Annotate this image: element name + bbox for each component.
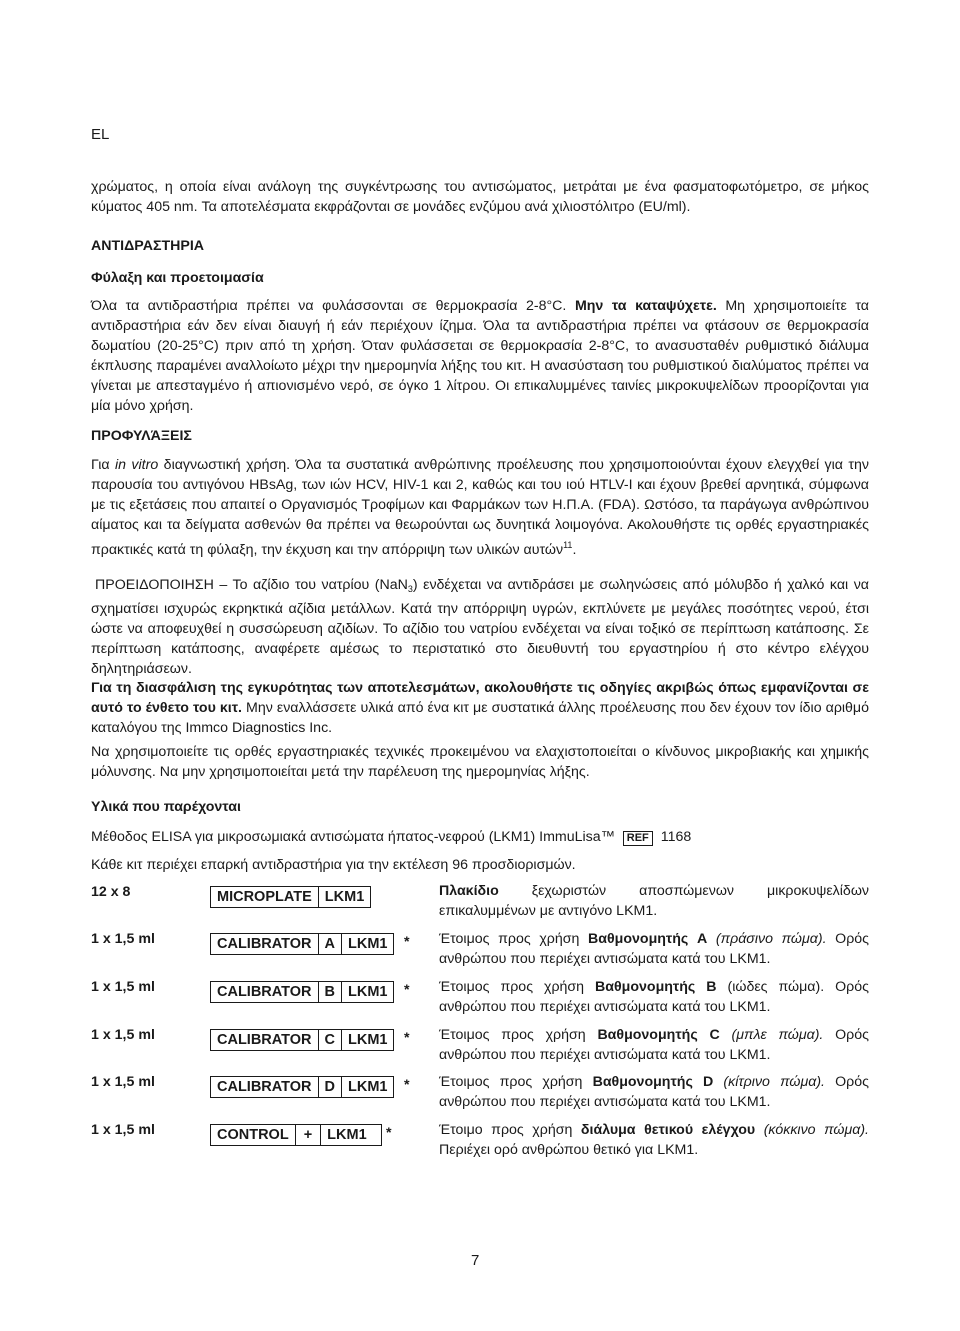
item-description — [439, 1026, 869, 1066]
asterisk: * — [404, 934, 410, 950]
control-label-box — [210, 1124, 382, 1146]
microplate-label-box — [210, 886, 371, 908]
desc-text: Έτοιμο προς χρήση — [439, 1122, 581, 1138]
label-cell: LKM1 — [348, 1032, 388, 1048]
label-cell: LKM1 — [324, 889, 365, 905]
precautions-paragraph-4: Να χρησιμοποιείτε τις ορθές εργαστηριακές τεχνικές προκειμένου να ελαχιστοποιείται ο κίνδυνος μικροβιακής και χημικής μόλυνσης. Να μην χρησιμοποιείται μετά την παρέλευση της ημερομηνίας λήξης. — [91, 744, 869, 780]
label-cell: CALIBRATOR — [211, 1030, 319, 1050]
precautions-text-b: διαγνωστική χρήση. Όλα τα συστατικά ανθρώπινης προέλευσης που χρησιμοποιούνται έχουν ελεγχθεί για την παρουσία του αντιγόνου HBsAg, των ιών HCV, HIV-1 και 2, καθώς και του ιού HTLV-I και έχουν βρεθεί αρνητικά, σύμφωνα με τις εξετάσεις που απαιτεί ο Οργανισμός Τροφίμων και Φαρμάκων των Η.Π.Α. (FDA). Ωστόσο, τα παράγωγα ανθρώπινου αίματος και τα δείγματα ασθενών θα πρέπει να θεωρούνται ως δυνητικά λοιμογόνα. Ακολουθήστε τις ορθές εργαστηριακές πρακτικές κατά τη φύλαξη, την έκχυση και την απόρριψη των υλικών αυτών — [91, 457, 869, 558]
label-cell: CONTROL — [211, 1125, 296, 1145]
item-description — [439, 1073, 869, 1113]
desc-text — [720, 1027, 732, 1043]
warning-text-b: ) ενδέχεται να αντιδράσει με σωληνώσεις από μόλυβδο ή χαλκό και να σχηματίσει ισχυρώς εκρηκτικά αζίδια μετάλλων. Κατά την απόρριψη υγρών, εκπλύνετε με μεγάλες ποσότητες νερού, έτσι ώστε να αποφευχθεί η συσσώρευση αζιδίων. Το αζίδιο του νατρίου ενδέχεται να είναι τοξικό σε περίπτωση κατάποσης. Σε περίπτωση κατάποσης, αναφέρετε αμέσως το περιστατικό στο διευθυντή του εργαστηρίου ή στο κέντρο ελέγχου δηλητηριάσεων. — [91, 577, 869, 677]
desc-text: (ιώδες πώμα). Ορός ανθρώπου που περιέχει αντισώματα κατά του LKM1. — [439, 979, 869, 1015]
desc-bold: Βαθμονομητής B — [595, 979, 717, 995]
calibrator-b-label-box — [210, 981, 394, 1003]
item-description — [439, 978, 869, 1018]
desc-text: Περιέχει ορό ανθρώπου θετικό για LKM1. — [439, 1141, 699, 1158]
precautions-paragraph-3 — [91, 679, 869, 739]
item-qty: 1 x 1,5 ml — [91, 979, 155, 995]
ref-number: 1168 — [660, 829, 692, 845]
item-qty: 1 x 1,5 ml — [91, 1074, 155, 1090]
reference-superscript: 11 — [563, 539, 573, 550]
validity-instruction: Για τη διασφάλιση της εγκυρότητας των αποτελεσμάτων, ακολουθήστε τις οδηγίες ακριβώς όπως εμφανίζονται σε αυτό το ένθετο του κιτ. — [91, 680, 869, 716]
desc-text: Ορός ανθρώπου που περιέχει αντισώματα κατά του LKM1. — [439, 1027, 869, 1063]
label-cell: B — [319, 982, 342, 1002]
precautions-text-a: Για — [91, 457, 110, 473]
precautions-heading: ΠΡΟΦΥΛΆΞΕΙΣ — [91, 428, 192, 444]
kit-capacity-text: Κάθε κιτ περιέχει επαρκή αντιδραστήρια για την εκτέλεση 96 προσδιορισμών. — [91, 857, 576, 873]
asterisk: * — [404, 1077, 410, 1093]
precautions-paragraph-1 — [91, 456, 869, 561]
materials-heading: Υλικά που παρέχονται — [91, 799, 241, 815]
item-description — [439, 1121, 869, 1161]
label-cell: LKM1 — [348, 936, 388, 952]
in-vitro-term: in vitro — [114, 457, 159, 473]
desc-bold: Βαθμονομητής A — [588, 931, 708, 947]
desc-bold: Βαθμονομητής C — [597, 1027, 720, 1043]
label-cell: MICROPLATE — [211, 887, 319, 907]
method-text: Μέθοδος ELISA για μικροσωμιακά αντισώματα ήπατος-νεφρού (LKM1) ImmuLisa™ — [91, 829, 615, 845]
item-description — [439, 882, 869, 922]
validity-text: Μην εναλλάσσετε υλικά από ένα κιτ με συστατικά άλλης προέλευσης που δεν έχουν τον ίδιο αριθμό καταλόγου της Immco Diagnostics Inc. — [91, 699, 869, 736]
desc-text: ξεχωριστών αποσπώμενων μικροκυψελίδων επικαλυμμένων με αντιγόνο LKM1. — [439, 883, 869, 919]
warning-subscript: 3 — [407, 584, 413, 594]
desc-bold: Βαθμονομητής D — [592, 1074, 714, 1090]
label-cell: D — [319, 1077, 342, 1097]
desc-text — [755, 1122, 764, 1138]
asterisk: * — [404, 1030, 410, 1046]
precautions-paragraph-2 — [91, 576, 869, 680]
storage-text-1: Όλα τα αντιδραστήρια πρέπει να φυλάσσονται σε θερμοκρασία 2-8°C. — [91, 298, 567, 314]
calibrator-a-label-box — [210, 933, 394, 955]
label-cell: A — [319, 934, 342, 954]
label-cell: + — [296, 1125, 321, 1145]
desc-text — [707, 931, 716, 947]
item-qty: 1 x 1,5 ml — [91, 1027, 155, 1043]
desc-text: Έτοιμος προς χρήση — [439, 1027, 598, 1043]
desc-text: Έτοιμος προς χρήση — [439, 931, 589, 947]
precautions-text-end: . — [572, 541, 577, 558]
language-code: EL — [91, 126, 110, 143]
item-qty: 1 x 1,5 ml — [91, 1122, 155, 1138]
desc-text: Ορός ανθρώπου που περιέχει αντισώματα κατά του LKM1. — [439, 1074, 869, 1110]
label-cell: CALIBRATOR — [211, 934, 319, 954]
desc-bold: διάλυμα θετικού ελέγχου — [580, 1122, 756, 1138]
item-qty: 1 x 1,5 ml — [91, 931, 155, 947]
desc-text: Έτοιμος προς χρήση — [439, 1074, 593, 1090]
label-cell: LKM1 — [348, 1079, 388, 1095]
label-cell: C — [319, 1030, 342, 1050]
asterisk: * — [386, 1125, 392, 1141]
storage-text-2: Μη χρησιμοποιείτε τα αντιδραστήρια εάν δεν είναι διαυγή ή εάν περιέχουν ίζημα. Όλα τα αντιδραστήρια πρέπει να φτάσουν σε θερμοκρασία δωματίου (20-25°C) πριν από τη χρήση. Όταν φυλάσσεται σε θερμοκρασία 2-8°C, το ανασυσταθέν ρυθμιστικό διάλυμα έκπλυσης παραμένει αναλλοίωτο μέχρι την ημερομηνία λήξης του κιτ. Η ανασύσταση του ρυθμιστικού διαλύματος πρέπει να γίνεται με απεσταγμένο ή απιονισμένο νερό, σε όγκο 1 λίτρου. Οι επικαλυμμένες ταινίες μικροκυψελίδων προορίζονται για μία μόνο χρήση. — [91, 298, 869, 414]
asterisk: * — [404, 982, 410, 998]
item-description — [439, 930, 869, 970]
intro-paragraph: χρώματος, η οποία είναι ανάλογη της συγκέντρωσης του αντισώματος, μετράται με ένα φασματοφωτόμετρο, σε μήκος κύματος 405 nm. Τα αποτελέσματα εκφράζονται σε μονάδες ενζύμου ανά χιλιοστόλιτρο (EU/ml). — [91, 179, 869, 215]
desc-italic: (πράσινο πώμα). — [715, 931, 827, 947]
storage-subheading: Φύλαξη και προετοιμασία — [91, 270, 264, 286]
label-cell: CALIBRATOR — [211, 982, 319, 1002]
desc-italic: (μπλε πώμα). — [731, 1027, 824, 1043]
reagents-heading: ΑΝΤΙΔΡΑΣΤΗΡΙΑ — [91, 238, 205, 254]
method-line — [91, 829, 691, 846]
label-cell: CALIBRATOR — [211, 1077, 319, 1097]
desc-text: Έτοιμος προς χρήση — [439, 979, 596, 995]
desc-italic: (κόκκινο πώμα). — [763, 1122, 869, 1138]
calibrator-c-label-box — [210, 1029, 394, 1051]
storage-no-freeze: Μην τα καταψύχετε. — [574, 298, 717, 314]
storage-paragraph — [91, 297, 869, 416]
desc-italic: (κίτρινο πώμα). — [723, 1074, 825, 1090]
page-number: 7 — [471, 1252, 480, 1269]
warning-text-a: ΠΡΟΕΙΔΟΠΟΙΗΣΗ – Το αζίδιο του νατρίου (NaN — [95, 577, 408, 593]
item-qty: 12 x 8 — [91, 884, 131, 900]
desc-text: Ορός ανθρώπου που περιέχει αντισώματα κατά του LKM1. — [439, 931, 869, 967]
calibrator-d-label-box — [210, 1076, 394, 1098]
label-cell: LKM1 — [348, 984, 388, 1000]
desc-text — [713, 1074, 723, 1090]
label-cell: LKM1 — [327, 1127, 367, 1143]
desc-bold: Πλακίδιο — [439, 883, 499, 899]
ref-label: REF — [623, 831, 653, 846]
